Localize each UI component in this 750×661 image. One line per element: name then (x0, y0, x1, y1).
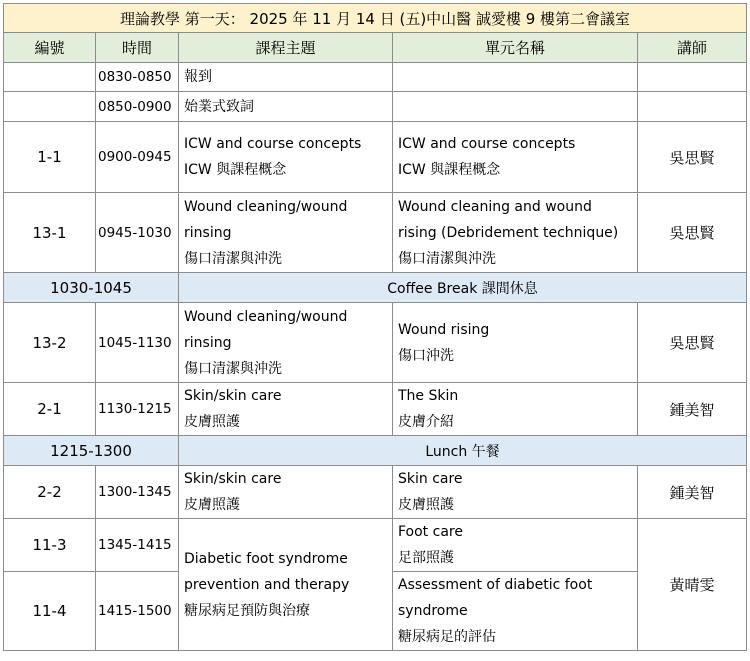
instructor (638, 63, 747, 92)
unit-name (393, 122, 638, 193)
instructor: 吳思賢 (638, 303, 747, 383)
time-slot: 0830-0850 (96, 63, 179, 92)
text-line: Skin care (398, 471, 463, 487)
text-line: ICW and course concepts (184, 136, 362, 152)
table-row (4, 122, 747, 193)
text-line: Skin/skin care (184, 471, 282, 487)
instructor: 吳思賢 (638, 193, 747, 273)
course-topic (179, 122, 393, 193)
course-topic (179, 383, 393, 436)
text-line: 糖尿病足預防與治療 (184, 602, 310, 619)
text-line: 皮膚介紹 (398, 414, 454, 430)
header-instructor: 講師 (638, 33, 747, 63)
header-unit: 單元名稱 (393, 33, 638, 63)
course-topic (179, 63, 393, 92)
text-line: 傷口清潔與沖洗 (184, 360, 282, 377)
text-line: rinsing (184, 224, 232, 241)
text-line: Assessment of diabetic foot (398, 577, 593, 593)
table-row (4, 303, 747, 383)
time-slot: 1415-1500 (96, 572, 179, 651)
course-topic (179, 519, 393, 651)
time-slot: 1300-1345 (96, 466, 179, 519)
text-line: 傷口沖洗 (398, 347, 454, 364)
text-line: Wound cleaning and wound (398, 198, 592, 215)
text-line: prevention and therapy (184, 576, 350, 593)
text-line: 傷口清潔與沖洗 (398, 250, 496, 267)
text-line: 糖尿病足的評估 (398, 629, 496, 645)
break-time: 1215-1300 (4, 436, 179, 466)
header-code: 編號 (4, 33, 96, 63)
break-row (4, 436, 747, 466)
course-topic (179, 303, 393, 383)
unit-name (393, 63, 638, 92)
course-code: 2-2 (4, 466, 96, 519)
unit-name (393, 383, 638, 436)
text-line: 傷口清潔與沖洗 (184, 250, 282, 267)
time-slot: 0850-0900 (96, 92, 179, 122)
unit-name (393, 303, 638, 383)
course-code: 13-1 (4, 193, 96, 273)
unit-name (393, 519, 638, 572)
break-label: Lunch 午餐 (179, 436, 747, 466)
course-code: 13-2 (4, 303, 96, 383)
course-code (4, 63, 96, 92)
text-line: The Skin (398, 388, 459, 404)
text-line: Wound rising (398, 321, 490, 338)
course-code: 1-1 (4, 122, 96, 193)
course-code: 2-1 (4, 383, 96, 436)
course-code (4, 92, 96, 122)
text-line: rinsing (184, 334, 232, 351)
instructor: 黃晴雯 (638, 519, 747, 651)
header-time: 時間 (96, 33, 179, 63)
time-slot: 1345-1415 (96, 519, 179, 572)
instructor: 吳思賢 (638, 122, 747, 193)
text-line: 皮膚照護 (184, 497, 240, 513)
unit-name (393, 572, 638, 651)
text-line: rising (Debridement technique) (398, 224, 619, 241)
table-row (4, 466, 747, 519)
text-line: Skin/skin care (184, 388, 282, 404)
time-slot: 1130-1215 (96, 383, 179, 436)
text-line: Wound cleaning/wound (184, 308, 348, 325)
time-slot: 1045-1130 (96, 303, 179, 383)
unit-name (393, 92, 638, 122)
table-row (4, 92, 747, 122)
course-code: 11-4 (4, 572, 96, 651)
text-line: Wound cleaning/wound (184, 198, 348, 215)
table-row (4, 383, 747, 436)
break-time: 1030-1045 (4, 273, 179, 303)
table-row (4, 519, 747, 572)
header-topic: 課程主題 (179, 33, 393, 63)
break-label: Coffee Break 課間休息 (179, 273, 747, 303)
unit-name (393, 193, 638, 273)
table-row (4, 63, 747, 92)
table-row (4, 193, 747, 273)
course-topic (179, 466, 393, 519)
unit-name (393, 466, 638, 519)
time-slot: 0945-1030 (96, 193, 179, 273)
instructor (638, 92, 747, 122)
time-slot: 0900-0945 (96, 122, 179, 193)
schedule-table (3, 3, 747, 651)
break-row (4, 273, 747, 303)
instructor: 鍾美智 (638, 466, 747, 519)
text-line: 報到 (184, 69, 212, 85)
course-topic (179, 193, 393, 273)
text-line: ICW 與課程概念 (398, 162, 501, 178)
text-line: syndrome (398, 603, 468, 619)
text-line: 足部照護 (398, 550, 454, 566)
text-line: 始業式致詞 (184, 98, 254, 115)
text-line: Diabetic foot syndrome (184, 550, 348, 567)
schedule-body (4, 4, 747, 651)
title-row (4, 4, 747, 33)
header-row (4, 33, 747, 63)
course-topic (179, 92, 393, 122)
text-line: Foot care (398, 524, 463, 540)
text-line: ICW and course concepts (398, 136, 576, 152)
instructor: 鍾美智 (638, 383, 747, 436)
text-line: 皮膚照護 (184, 414, 240, 430)
schedule-title: 理論教學 第一天： 2025 年 11 月 14 日 (五)中山醫 誠愛樓 9 樓第二會議室 (4, 4, 747, 33)
text-line: ICW 與課程概念 (184, 162, 287, 178)
text-line: 皮膚照護 (398, 497, 454, 513)
course-code: 11-3 (4, 519, 96, 572)
